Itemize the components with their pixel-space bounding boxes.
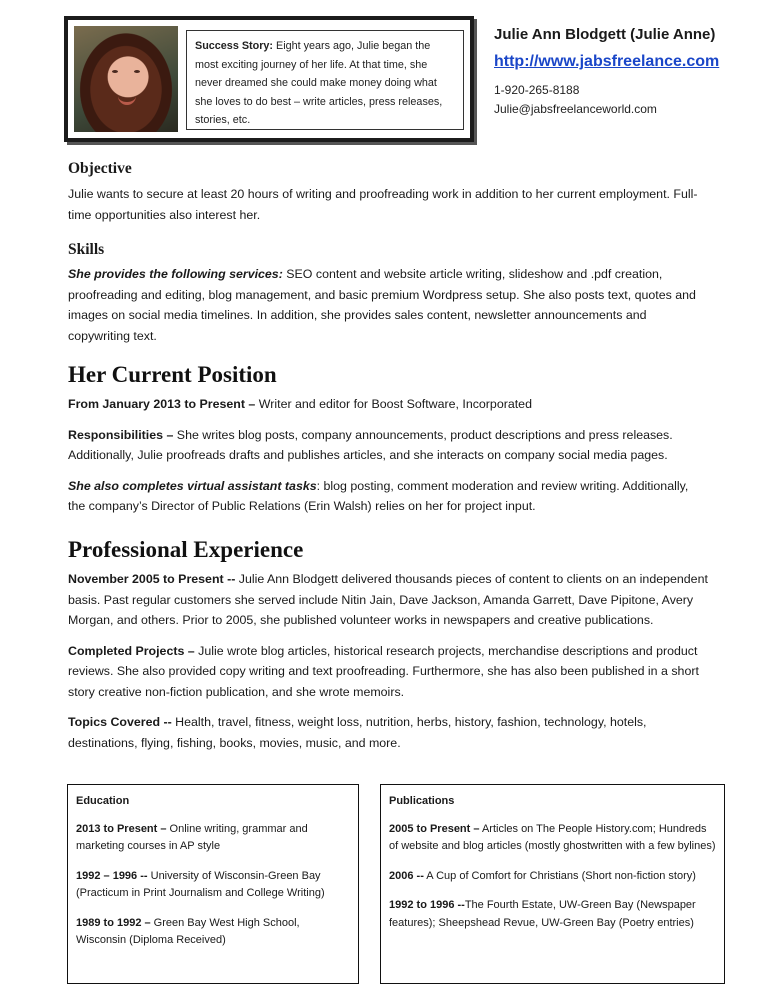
experience-paragraph-2: [68, 641, 708, 703]
publications-title: Publications: [389, 795, 455, 807]
current-dates-lead: From January 2013 to Present –: [68, 397, 256, 411]
va-tasks-lead: She also completes virtual assistant tasks: [68, 478, 317, 493]
publications-entry-1-date: 2005 to Present –: [389, 822, 480, 835]
responsibilities-lead: Responsibilities –: [68, 427, 174, 442]
education-entry-2-date: 1992 – 1996 --: [76, 869, 148, 882]
success-story-label: Success Story:: [195, 40, 274, 52]
phone-number: 1-920-265-8188: [494, 83, 580, 97]
experience-heading: Professional Experience: [68, 537, 304, 562]
objective-section: [68, 160, 708, 225]
contact-block: [494, 26, 764, 119]
current-dates-text: Writer and editor for Boost Software, Incorporated: [255, 397, 532, 411]
experience-dates-text: Julie Ann Blodgett delivered thousands pieces of content to clients on an independent basis. Past regular customers she served include Nitin Jain, Dave Jackson, Amanda Garrett, Dave Pipitone, Avery Morgan, and others. Prior to 2005, she published volunteer works in newspapers and creative publications.: [68, 572, 708, 627]
education-entry-1-date: 2013 to Present –: [76, 822, 167, 835]
education-entry-1: [76, 821, 350, 856]
current-va-tasks: [68, 476, 708, 517]
education-entry-2: [76, 868, 350, 903]
experience-dates-lead: November 2005 to Present --: [68, 572, 236, 586]
education-box: [67, 784, 359, 984]
photo-mouth: [118, 96, 136, 105]
current-responsibilities: [68, 425, 708, 466]
publications-entry-3: [389, 897, 716, 932]
publications-entry-2-date: 2006 --: [389, 869, 424, 882]
skills-lead: She provides the following services:: [68, 267, 283, 281]
publications-entry-2: [389, 868, 716, 886]
publications-entry-3-date: 1992 to 1996 --: [389, 899, 465, 911]
education-entry-2-text: University of Wisconsin-Green Bay (Practicum in Print Journalism and College Writing): [76, 869, 325, 899]
person-name: Julie Ann Blodgett (Julie Anne): [494, 26, 716, 43]
publications-entry-3-text: The Fourth Estate, UW-Green Bay (Newspaper features); Sheepshead Revue, UW-Green Bay (Poetry entries): [389, 899, 696, 929]
profile-photo: [74, 26, 178, 132]
publications-box: [380, 784, 725, 984]
current-dates: [68, 394, 708, 415]
skills-heading: Skills: [68, 241, 105, 258]
skills-section: [68, 241, 708, 346]
topics-covered-text: Health, travel, fitness, weight loss, nutrition, herbs, history, fashion, technology, hotels, destinations, flying, fishing, books, movies, music, and more.: [68, 715, 647, 750]
objective-heading: Objective: [68, 160, 132, 177]
experience-paragraph-3: [68, 712, 708, 753]
education-entry-3: [76, 915, 350, 950]
completed-projects-lead: Completed Projects –: [68, 643, 195, 658]
skills-body: SEO content and website article writing, slideshow and .pdf creation, proofreading and editing, blog management, and basic premium Wordpress setup. She also posts text, quotes and images on social media timelines. In addition, she provides sales content, newsletter announcements and copywriting text.: [68, 267, 696, 343]
email-address: Julie@jabsfreelanceworld.com: [494, 102, 657, 116]
current-position-section: [68, 362, 708, 517]
publications-entry-2-text: A Cup of Comfort for Christians (Short non-fiction story): [423, 869, 696, 882]
education-title: Education: [76, 795, 130, 807]
education-entry-1-text: Online writing, grammar and marketing courses in AP style: [76, 822, 308, 852]
completed-projects-text: Julie wrote blog articles, historical research projects, merchandise descriptions and product reviews. She also provided copy writing and text proofreading. Furthermore, she has also been published in a short story creative non-fiction publication, and she wrote memoirs.: [68, 643, 699, 699]
responsibilities-text: She writes blog posts, company announcements, product descriptions and press releases. Additionally, Julie proofreads drafts and publishes articles, and she interacts on company social media pages.: [68, 427, 673, 462]
current-position-heading: Her Current Position: [68, 362, 277, 387]
photo-eye-right: [134, 70, 140, 73]
experience-section: [68, 537, 708, 753]
success-story-box: [186, 30, 464, 130]
photo-eye-left: [112, 70, 118, 73]
education-entry-3-date: 1989 to 1992 –: [76, 916, 151, 929]
publications-entry-1-text: Articles on The People History.com; Hundreds of website and blog articles (mostly ghostwritten with a few bylines): [389, 822, 716, 852]
education-entry-3-text: Green Bay West High School, Wisconsin (Diploma Received): [76, 916, 300, 946]
objective-text: Julie wants to secure at least 20 hours of writing and proofreading work in addition to her current employment. Full-time opportunities also interest her.: [68, 187, 698, 222]
success-story-text: Eight years ago, Julie began the most exciting journey of her life. At that time, she never dreamed she could make money doing what she loves to do best – write articles, press releases, stories, etc.: [195, 40, 443, 126]
va-tasks-text: : blog posting, comment moderation and review writing. Additionally, the company’s Director of Public Relations (Erin Walsh) relies on her for project input.: [68, 478, 689, 513]
experience-paragraph-1: [68, 569, 708, 631]
website-link[interactable]: http://www.jabsfreelance.com: [494, 53, 720, 70]
topics-covered-lead: Topics Covered --: [68, 715, 172, 729]
header-box: [64, 16, 474, 142]
skills-text: [68, 264, 708, 346]
publications-entry-1: [389, 821, 716, 856]
